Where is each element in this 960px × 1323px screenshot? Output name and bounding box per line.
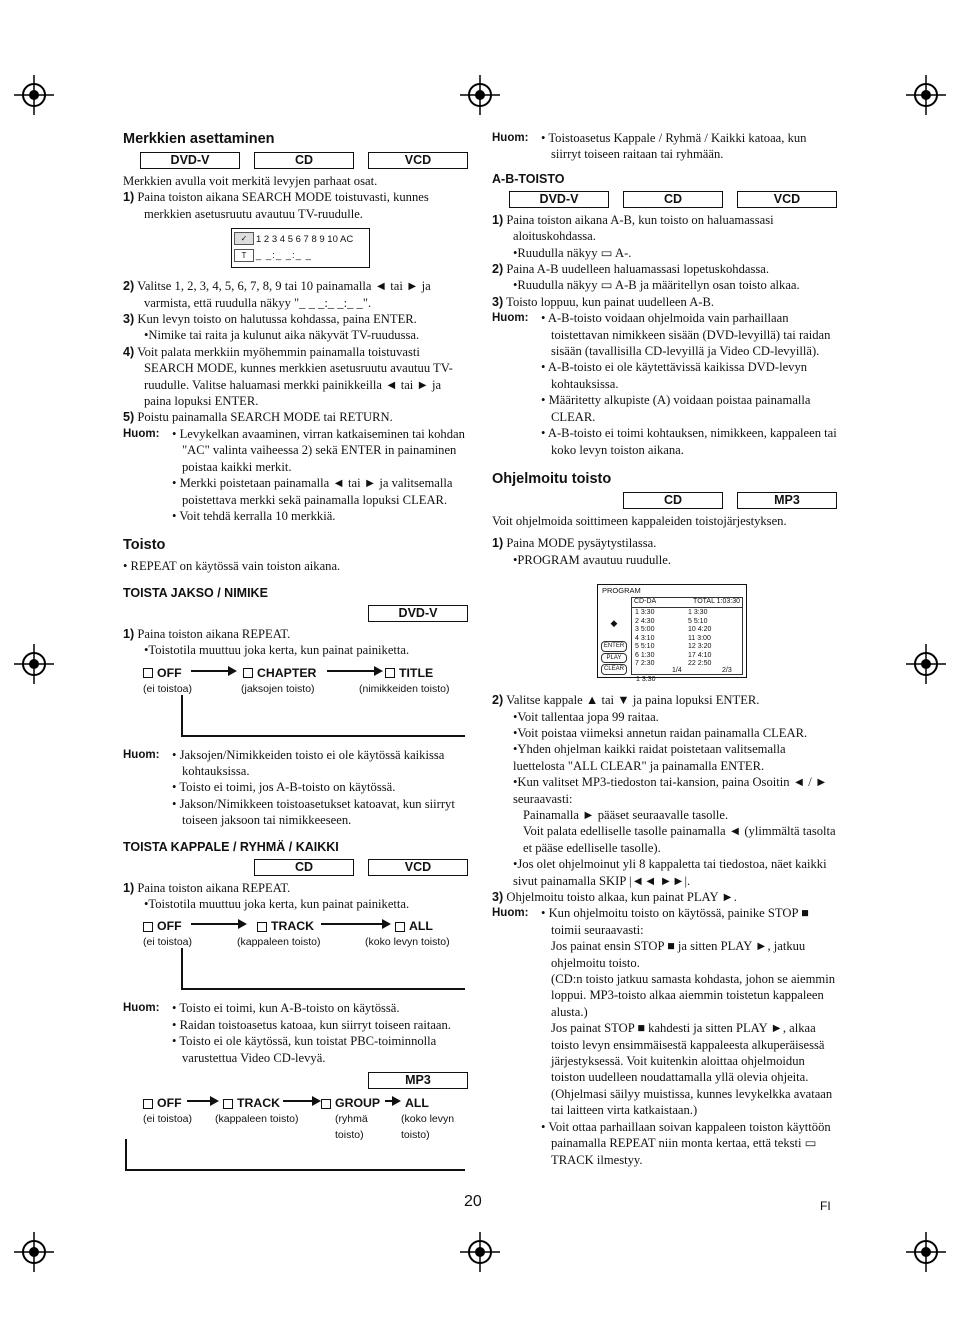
step-5 xyxy=(123,409,468,425)
track-item[interactable]: 5 5:10 xyxy=(635,643,655,651)
note-item: • Jakson/Nimikkeen toistoasetukset katoavat, kun siirryt toiseen jaksoon tai nimikkeeseen. xyxy=(172,796,455,828)
step-text: Paina A-B uudelleen haluamassasi lopetuskohdassa. xyxy=(506,262,770,277)
note-item: • Voit tehdä kerralla 10 merkkiä. xyxy=(172,508,336,523)
badge-cd: CD xyxy=(623,191,723,208)
disc-type-badges xyxy=(123,152,468,169)
note-text: A-B-toisto ei ole käytettävissä kaikissa DVD-levyn kohtauksissa. xyxy=(547,360,808,391)
jakso-step-1-sub: •Toistotila muuttuu joka kerta, kun painat painiketta. xyxy=(144,643,410,658)
arrow-right-icon xyxy=(283,1100,319,1102)
flow-label xyxy=(395,918,433,934)
note-text: Toisto ei toimi, jos A-B-toisto on käytössä. xyxy=(179,780,396,795)
ab-note xyxy=(492,310,837,458)
registration-mark-top-left xyxy=(14,75,54,115)
badge-cd: CD xyxy=(254,152,354,169)
badge-vcd: VCD xyxy=(368,152,468,169)
markers-note xyxy=(123,426,468,524)
ab-step-2-sub: •Ruudulla näkyy ▭ A-B ja määritellyn osan toisto alkaa. xyxy=(513,278,800,293)
left-column xyxy=(123,130,468,1181)
page-indicator-2: 2/3 xyxy=(722,667,732,675)
flow-sub: (ei toistoa) xyxy=(143,936,193,949)
prog-step-2-sub: •Voit tallentaa jopa 99 raitaa. xyxy=(513,709,659,724)
note-text: Toisto ei toimi, kun A-B-toisto on käytössä. xyxy=(179,1001,400,1016)
repeat-flow-mp3 xyxy=(123,1095,468,1173)
prog-step-2-sub: Painamalla ► pääset seuraavalle tasolle. xyxy=(523,807,729,822)
repeat-flow-chapter xyxy=(123,665,468,739)
kappale-note xyxy=(123,1000,468,1066)
return-arrow xyxy=(181,695,465,737)
prog-step-1-sub: •PROGRAM avautuu ruudulle. xyxy=(513,552,671,567)
flow-label-text: OFF xyxy=(157,1096,182,1110)
program-list-panel xyxy=(631,597,743,684)
prog-step-3 xyxy=(492,889,837,905)
kappale-step-1 xyxy=(123,880,468,896)
intro-text: Merkkien avulla voit merkitä levyjen parhaat osat. xyxy=(123,174,378,188)
program-item[interactable]: 5 5:10 xyxy=(688,617,708,625)
ab-step-2 xyxy=(492,261,837,277)
registration-mark-mid-left xyxy=(14,644,54,684)
badge-mp3: MP3 xyxy=(368,1072,468,1089)
note-text: • Toistoasetus Kappale / Ryhmä / Kaikki katoaa, kun siirryt toiseen raitaan tai ryhmään. xyxy=(541,131,807,162)
badge-vcd: VCD xyxy=(737,191,837,208)
track-item[interactable]: 3 5:00 xyxy=(635,626,655,634)
flow-label xyxy=(405,1095,429,1111)
flow-label xyxy=(257,918,314,934)
flow-label-text: ALL xyxy=(405,1096,429,1110)
repeat-icon xyxy=(143,668,153,678)
badge-dvd-v: DVD-V xyxy=(140,152,240,169)
track-item[interactable]: 7 2:30 xyxy=(635,660,655,668)
header-left: CD-DA xyxy=(634,598,657,606)
note-item: • A-B-toisto voidaan ohjelmoida vain parhaillaan toistettavan nimikkeen sisään (DVD-levyillä) tai raidan sisään (tavallisilla CD-levyillä ja Video CD-levyillä). xyxy=(541,311,831,359)
program-item[interactable]: 10 4:20 xyxy=(688,626,712,634)
track-item[interactable]: 1 3:30 xyxy=(635,609,655,617)
current-track: 1 3:30 xyxy=(636,676,656,684)
prog-step-2-sub: •Jos olet ohjelmoinut yli 8 kappaletta tai tiedostoa, näet kaikki sivut painamalla SKIP |◄◄ ►►|. xyxy=(513,857,827,888)
prog-intro: Voit ohjelmoida soittimeen kappaleiden toistojärjestyksen. xyxy=(492,513,787,528)
note-text: Raidan toistoasetus katoaa, kun siirryt toiseen raitaan. xyxy=(179,1017,451,1032)
note-item: • Toisto ei toimi, jos A-B-toisto on käytössä. xyxy=(172,780,396,795)
track-item[interactable]: 4 3:10 xyxy=(635,634,655,642)
badge-mp3: MP3 xyxy=(737,492,837,509)
top-note xyxy=(492,130,837,163)
marker-numbers: 1 2 3 4 5 6 7 8 9 10 AC xyxy=(256,234,354,246)
note-text: Voit tehdä kerralla 10 merkkiä. xyxy=(179,508,336,523)
step-4 xyxy=(123,344,468,410)
flow-sub: (ei toistoa) xyxy=(143,682,193,695)
page-indicator: 1/4 xyxy=(672,667,682,675)
arrow-right-icon xyxy=(327,670,381,672)
program-osd-screen xyxy=(597,584,747,684)
step-text: Ohjelmoitu toisto alkaa, kun painat PLAY ►. xyxy=(506,890,737,904)
badge-cd: CD xyxy=(623,492,723,509)
kappale-badges xyxy=(123,859,468,876)
return-arrow xyxy=(125,1139,465,1171)
flow-sub: (ryhmä toisto) xyxy=(335,1113,368,1142)
step-text: Paina toiston aikana A-B, kun toisto on haluamassasi aloituskohdassa. xyxy=(506,212,774,244)
note-label: Huom: xyxy=(123,748,160,761)
mp3-badges xyxy=(123,1072,468,1089)
note-item: • Toisto ei toimi, kun A-B-toisto on käytössä. xyxy=(172,1001,400,1016)
note-text: A-B-toisto voidaan ohjelmoida vain parhaillaan toistettavan nimikkeen sisään (DVD-levyillä) tai raidan sisään (tavallisilla CD-levyillä ja Video CD-levyillä). xyxy=(547,311,831,359)
language-code: FI xyxy=(820,1199,831,1213)
step-1 xyxy=(123,189,468,222)
note-text: Levykelkan avaaminen, virran katkaiseminen tai kohdan "AC" valinta vaiheessa 2) sekä ENTER in painaminen poistaa kaikki merkit. xyxy=(179,426,465,474)
step-number: 2) xyxy=(492,262,504,277)
flow-label xyxy=(243,665,316,681)
note-item: Jos painat ensin STOP ■ ja sitten PLAY ►, jatkuu ohjelmoitu toisto. xyxy=(551,939,806,970)
subsection-title-ab: A-B-TOISTO xyxy=(492,171,565,186)
step-text: Toisto loppuu, kun painat uudelleen A-B. xyxy=(506,294,715,309)
registration-mark-bottom-left xyxy=(14,1232,54,1272)
arrow-right-icon xyxy=(187,1100,217,1102)
note-text: Jakson/Nimikkeen toistoasetukset katoavat, kun siirryt toiseen jaksoon tai nimikkeeseen. xyxy=(179,796,455,828)
note-label: Huom: xyxy=(123,427,160,440)
jakso-note xyxy=(123,747,468,829)
header-right: TOTAL 1:03:30 xyxy=(693,598,740,606)
arrow-right-icon xyxy=(191,670,235,672)
badge-dvd-v: DVD-V xyxy=(509,191,609,208)
step-text: Paina toiston aikana REPEAT. xyxy=(137,626,291,641)
prog-step-2-sub: •Voit poistaa viimeksi annetun raidan painamalla CLEAR. xyxy=(513,725,808,740)
marker-time: _ _:_ _:_ _ xyxy=(256,250,312,262)
program-item[interactable]: 11 3:00 xyxy=(688,634,711,642)
step-2 xyxy=(123,278,468,311)
flow-label xyxy=(143,918,182,934)
ab-badges xyxy=(492,191,837,208)
step-number: 3) xyxy=(123,312,135,327)
clear-button[interactable]: CLEAR xyxy=(601,664,627,675)
step-number: 1) xyxy=(123,880,135,895)
flow-sub: (nimikkeiden toisto) xyxy=(359,682,450,695)
prog-step-1 xyxy=(492,535,837,551)
section-title-markers: Merkkien asettaminen xyxy=(123,131,275,147)
flow-label xyxy=(143,665,182,681)
note-item: • Jaksojen/Nimikkeiden toisto ei ole käytössä kaikissa kohtauksissa. xyxy=(172,747,445,778)
badge-vcd: VCD xyxy=(368,859,468,876)
registration-mark-mid-right xyxy=(906,644,946,684)
step-3-sub: •Nimike tai raita ja kulunut aika näkyvät TV-ruudussa. xyxy=(144,328,420,343)
check-icon: ✓ xyxy=(234,232,254,245)
prog-step-2-sub: •Yhden ohjelman kaikki raidat poistetaan valitsemalla luettelosta "ALL CLEAR" ja painamalla ENTER. xyxy=(513,742,786,773)
program-screen-title: PROGRAM xyxy=(602,586,641,596)
flow-sub: (kappaleen toisto) xyxy=(215,1113,299,1125)
track-list xyxy=(635,609,687,669)
note-item: • Raidan toistoasetus katoaa, kun siirryt toiseen raitaan. xyxy=(172,1017,451,1032)
step-number: 3) xyxy=(492,294,504,309)
flow-label-text: CHAPTER xyxy=(257,665,317,680)
flow-label-text: TRACK xyxy=(271,919,315,934)
prog-step-2-sub: Voit palata edelliselle tasolle painamalla ◄ (ylimmältä tasolta et pääse edelliselle tasolle). xyxy=(523,824,836,855)
step-text: Valitse kappale ▲ tai ▼ ja paina lopuksi ENTER. xyxy=(506,693,760,708)
registration-mark-bottom-center xyxy=(460,1232,500,1272)
step-text: Kun levyn toisto on halutussa kohdassa, paina ENTER. xyxy=(137,312,417,327)
track-item[interactable]: 2 4:30 xyxy=(635,617,655,625)
note-item: • Määritetty alkupiste (A) voidaan poistaa painamalla CLEAR. xyxy=(541,393,811,424)
step-number: 2) xyxy=(492,693,504,708)
flow-sub: (koko levyn toisto) xyxy=(401,1113,455,1142)
repeat-icon xyxy=(257,922,267,932)
note-label: Huom: xyxy=(492,132,529,144)
flow-label xyxy=(385,665,433,681)
registration-mark-top-center xyxy=(460,75,500,115)
arrow-right-icon xyxy=(191,923,245,925)
ab-step-3 xyxy=(492,294,837,310)
repeat-icon xyxy=(143,922,153,932)
step-number: 2) xyxy=(123,279,135,294)
flow-label xyxy=(321,1095,380,1111)
jakso-badges xyxy=(123,605,468,622)
prog-step-2-sub: •Kun valitset MP3-tiedoston tai-kansion, paina Osoitin ◄ / ► seuraavasti: xyxy=(513,775,828,806)
registration-mark-top-right xyxy=(906,75,946,115)
note-text: Jaksojen/Nimikkeiden toisto ei ole käytössä kaikissa kohtauksissa. xyxy=(179,747,445,778)
note-text: Määritetty alkupiste (A) voidaan poistaa painamalla CLEAR. xyxy=(548,393,811,424)
section-title-program: Ohjelmoitu toisto xyxy=(492,470,612,487)
step-number: 3) xyxy=(492,890,504,904)
note-text: A-B-toisto ei toimi kohtauksen, nimikkeen, kappaleen tai koko levyn toiston aikana. xyxy=(547,426,837,457)
note-text: Kun ohjelmoitu toisto on käytössä, painike STOP ■ toimii seuraavasti: xyxy=(548,906,809,937)
repeat-flow-track xyxy=(123,918,468,992)
flow-sub: (koko levyn toisto) xyxy=(365,936,450,949)
ab-step-1 xyxy=(492,212,837,245)
step-number: 1) xyxy=(492,536,504,551)
program-item[interactable]: 22 2:50 xyxy=(688,660,712,668)
program-item[interactable]: 1 3:30 xyxy=(688,609,708,617)
step-number: 1) xyxy=(492,212,504,227)
note-label: Huom: xyxy=(123,1002,160,1015)
play-button[interactable]: PLAY xyxy=(601,653,627,664)
note-item: • Merkki poistetaan painamalla ◄ tai ► ja valitsemalla poistettava merkki sekä painamalla lopuksi CLEAR. xyxy=(172,476,453,507)
flow-label xyxy=(223,1095,280,1111)
step-3 xyxy=(123,311,468,327)
subsection-title-chapter: TOISTA JAKSO / NIMIKE xyxy=(123,585,268,600)
flow-label-text: ALL xyxy=(409,919,433,934)
ab-step-1-sub: •Ruudulla näkyy ▭ A-. xyxy=(513,245,632,260)
final-note xyxy=(492,905,837,1168)
repeat-icon xyxy=(385,668,395,678)
jakso-step-1 xyxy=(123,626,468,642)
note-text: Toisto ei ole käytössä, kun toistat PBC-toiminnolla varustettua Video CD-levyä. xyxy=(179,1034,437,1065)
page-number: 20 xyxy=(464,1193,482,1210)
note-item: • Levykelkan avaaminen, virran katkaiseminen tai kohdan "AC" valinta vaiheessa 2) sekä ENTER in painaminen poistaa kaikki merkit. xyxy=(172,426,465,474)
note-item: Jos painat STOP ■ kahdesti ja sitten PLAY ►, alkaa toisto levyn ensimmäisestä kappaleesta alkuperäisessä järjestyksessä. Voit kuitenkin aloittaa ohjelmoidun toiston uudelleen noudattamalla yllä olevia ohjeita. (Ohjelmasi säilyy muistissa, kunnes levykelkka avataan tai laitteen virta katkaistaan.) xyxy=(551,1021,833,1118)
step-text: Paina MODE pysäytystilassa. xyxy=(506,536,657,551)
arrow-right-icon xyxy=(321,923,389,925)
note-label: Huom: xyxy=(492,907,529,920)
repeat-icon xyxy=(223,1099,233,1109)
dpad-icon: ◆ xyxy=(610,618,618,629)
screen-buttons xyxy=(601,641,627,675)
right-column xyxy=(492,130,837,1168)
repeat-icon xyxy=(395,922,405,932)
flow-label xyxy=(143,1095,182,1111)
step-text: Poistu painamalla SEARCH MODE tai RETURN. xyxy=(137,410,393,425)
repeat-icon xyxy=(143,1099,153,1109)
prog-badges xyxy=(492,492,837,509)
registration-mark-bottom-right xyxy=(906,1232,946,1272)
flow-label-text: OFF xyxy=(157,665,182,680)
note-text: Voit ottaa parhaillaan soivan kappaleen toiston käyttöön painamalla REPEAT niin monta kertaa, että teksti ▭ TRACK ilmestyy. xyxy=(548,1119,831,1167)
repeat-icon xyxy=(321,1099,331,1109)
flow-sub: (kappaleen toisto) xyxy=(237,936,321,949)
note-item: (CD:n toisto jatkuu samasta kohdasta, johon se aiemmin loppui. MP3-toisto alkaa aiemmin toistetun kappaleen alusta.) xyxy=(551,972,836,1019)
badge-cd: CD xyxy=(254,859,354,876)
step-number: 1) xyxy=(123,190,135,205)
flow-sub: (ei toistoa) xyxy=(143,1113,193,1125)
flow-label-text: TITLE xyxy=(399,665,434,680)
marker-osd-screen xyxy=(231,228,370,268)
section-title-repeat: Toisto xyxy=(123,537,166,554)
flow-sub: (jaksojen toisto) xyxy=(241,682,315,695)
step-text: Paina toiston aikana REPEAT. xyxy=(137,880,291,895)
track-item[interactable]: 6 1:30 xyxy=(635,651,655,659)
flow-label-text: OFF xyxy=(157,919,182,934)
step-text: Voit palata merkkiin myöhemmin painamalla toistuvasti SEARCH MODE, kunnes merkkien asetusruutu avautuu TV-ruudulle. Valitse haluamasi merkki painikkeilla ◄ tai ► ja paina lopuksi ENTER. xyxy=(137,344,453,409)
title-icon: T xyxy=(234,249,254,262)
step-number: 4) xyxy=(123,344,135,359)
program-item[interactable]: 17 4:10 xyxy=(688,651,712,659)
flow-label-text: GROUP xyxy=(335,1096,381,1110)
note-item: • A-B-toisto ei toimi kohtauksen, nimikkeen, kappaleen tai koko levyn toiston aikana. xyxy=(541,426,837,457)
enter-button[interactable]: ENTER xyxy=(601,641,627,652)
note-label: Huom: xyxy=(492,312,529,325)
flow-label-text: TRACK xyxy=(237,1096,281,1110)
subsection-title-track: TOISTA KAPPALE / RYHMÄ / KAIKKI xyxy=(123,839,339,854)
note-text: Merkki poistetaan painamalla ◄ tai ► ja valitsemalla poistettava merkki sekä painamalla lopuksi CLEAR. xyxy=(179,476,453,507)
note-item: • A-B-toisto ei ole käytettävissä kaikissa DVD-levyn kohtauksissa. xyxy=(541,360,808,391)
note-item: • Kun ohjelmoitu toisto on käytössä, painike STOP ■ toimii seuraavasti: xyxy=(541,906,809,937)
repeat-icon xyxy=(243,668,253,678)
return-arrow xyxy=(181,948,465,990)
arrow-right-icon xyxy=(385,1100,399,1102)
prog-step-2 xyxy=(492,692,837,708)
note-item: • Voit ottaa parhaillaan soivan kappaleen toiston käyttöön painamalla REPEAT niin monta kertaa, että teksti ▭ TRACK ilmestyy. xyxy=(541,1119,831,1167)
step-text: Paina toiston aikana SEARCH MODE toistuvasti, kunnes merkkien asetusruutu avautuu TV-ruudulle. xyxy=(137,190,429,221)
program-list xyxy=(688,609,738,669)
kappale-step-1-sub: •Toistotila muuttuu joka kerta, kun painat painiketta. xyxy=(144,896,410,911)
program-item[interactable]: 12 3:20 xyxy=(688,643,712,651)
badge-dvd-v: DVD-V xyxy=(368,605,468,622)
program-header xyxy=(632,598,742,608)
step-number: 1) xyxy=(123,626,135,641)
note-item: • Toisto ei ole käytössä, kun toistat PBC-toiminnolla varustettua Video CD-levyä. xyxy=(172,1034,437,1065)
step-text: Valitse 1, 2, 3, 4, 5, 6, 7, 8, 9 tai 10 painamalla ◄ tai ► ja varmista, että ruudulla näkyy "_ _ _:_ _:_ _". xyxy=(137,279,431,310)
repeat-bullet: • REPEAT on käytössä vain toiston aikana. xyxy=(123,559,341,574)
step-number: 5) xyxy=(123,410,135,425)
